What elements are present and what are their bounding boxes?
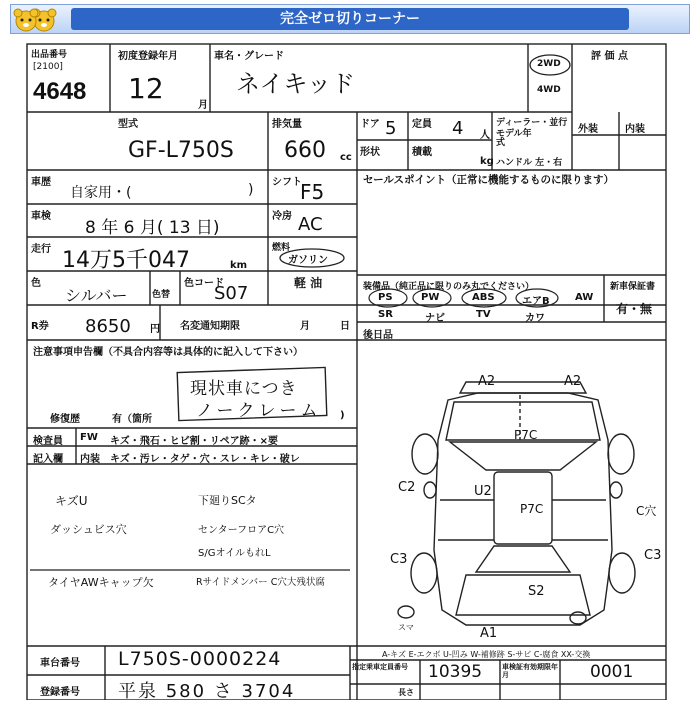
color-code-value: S07 — [214, 283, 249, 304]
note-left-1: キズU — [55, 494, 88, 508]
fuel-gasoline: ガソリン — [288, 255, 328, 266]
equipment-ps: PS — [378, 292, 393, 303]
repair-value: 有（箇所 — [112, 414, 152, 425]
capacity-value: 4 — [452, 118, 464, 139]
lot-label: 出品番号 — [31, 50, 68, 60]
mark-spare: スマ — [398, 623, 414, 632]
warranty-value: 有・無 — [616, 302, 653, 316]
handle-label: ハンドル 左・右 — [496, 158, 563, 168]
model-year-label: モデル年式 — [496, 129, 532, 148]
model-label: 型式 — [118, 119, 138, 130]
mark-c2: C2 — [398, 480, 416, 495]
equipment-navi: ナビ — [425, 313, 445, 324]
history-label: 車歴 — [31, 177, 51, 188]
interior-label: 内装 — [625, 124, 645, 135]
chassis-value: L750S-0000224 — [118, 648, 282, 670]
shape-label: 形状 — [360, 147, 380, 158]
note-right-3: S/GオイルもれL — [198, 548, 271, 559]
mileage-value: 14万5千047 — [62, 248, 190, 273]
recycle-value: 8650 — [85, 316, 131, 337]
mark-a2-left: A2 — [478, 374, 496, 389]
mileage-label: 走行 — [31, 244, 51, 255]
note-right-4: Rサイドメンバー C穴大残状腐 — [196, 577, 325, 588]
note-right-2: センターフロアC穴 — [198, 525, 285, 536]
color-label: 色 — [31, 278, 41, 289]
mark-s2: S2 — [528, 584, 545, 599]
lot-number: 4648 — [33, 78, 87, 105]
drive-4wd: 4WD — [537, 85, 561, 95]
recycle-label: R券 — [31, 321, 49, 332]
fuel-diesel: 軽 油 — [294, 276, 323, 290]
color-change-label: 色替 — [152, 290, 171, 300]
stamp-line1: 現状車につき — [190, 379, 298, 399]
equipment-tv: TV — [476, 309, 491, 320]
reg-expiry-month: 月 — [300, 321, 310, 332]
load-label: 積載 — [412, 147, 432, 158]
capacity-label: 定員 — [412, 119, 432, 130]
mark-c-hole: C穴 — [636, 504, 657, 518]
displacement-label: 排気量 — [272, 119, 302, 130]
note-left-2: ダッシュビス穴 — [50, 523, 127, 536]
note-left-3: タイヤAWキャップ欠 — [48, 576, 154, 589]
fuel-label: 燃料 — [272, 243, 291, 253]
inspector-legend2: キズ・汚レ・タゲ・穴・スレ・キレ・破レ — [110, 454, 300, 465]
entry-label: 記入欄 — [33, 454, 63, 465]
inspection-label: 車検 — [31, 211, 51, 222]
repair-label: 修復歴 — [50, 414, 80, 425]
mark-a2-right: A2 — [564, 374, 582, 389]
model-value: GF-L750S — [128, 138, 234, 163]
inspector-interior: 内装 — [80, 454, 100, 465]
inspector-label: 検査員 — [33, 436, 63, 447]
month-unit: 月 — [198, 100, 208, 111]
yen-unit: 円 — [150, 324, 160, 335]
first-reg-value: 12 — [128, 72, 164, 105]
color-value: シルバー — [65, 286, 128, 305]
shift-label: シフト — [272, 177, 302, 188]
shift-value: F5 — [300, 180, 325, 204]
length-label: 長さ — [398, 688, 414, 697]
reg-expiry-day: 日 — [340, 321, 350, 332]
inspection-value: 8 年 6 月( 13 日) — [85, 218, 220, 238]
rating-label: 評 価 点 — [591, 51, 628, 62]
reg-label: 登録番号 — [40, 687, 80, 698]
repair-close: ) — [340, 410, 345, 421]
car-name-value: ネイキッド — [236, 70, 356, 98]
doors-label: ドア — [360, 119, 380, 130]
exterior-label: 外装 — [578, 124, 598, 135]
new-car-warranty-label: 新車保証書 — [610, 282, 656, 292]
form-label-2: 車検証有効期限年月 — [502, 663, 558, 679]
reg-expiry-label: 名変通知期限 — [180, 321, 240, 332]
reg-value: 平泉 580 さ 3704 — [118, 681, 296, 702]
damage-legend: A-キズ E-エクボ U-凹み W-補修跡 S-サビ C-腐食 XX-交換 — [382, 650, 591, 659]
dealer-label: ディーラー・並行 — [496, 118, 568, 128]
form-value-2: 0001 — [590, 662, 634, 682]
km-unit: km — [230, 260, 248, 271]
color-code-label: 色コード — [184, 278, 224, 289]
drive-2wd: 2WD — [537, 59, 561, 69]
doors-value: 5 — [385, 118, 397, 139]
notes-title: 注意事項申告欄（不具合内容等は具体的に記入して下さい） — [33, 347, 303, 358]
kg-unit: kg — [480, 156, 494, 167]
equipment-label: 装備品（純正品に限りのみ丸でください） — [363, 282, 535, 292]
equipment-aw: AW — [575, 292, 594, 303]
equipment-leather: カワ — [525, 313, 545, 324]
inspector-fw: FW — [80, 432, 98, 443]
form-label-1: 指定乗車定員番号 — [352, 663, 408, 671]
stamp-line2: ノークレーム — [196, 401, 322, 421]
ac-value: AC — [298, 214, 323, 235]
equipment-pw: PW — [421, 292, 440, 303]
mark-c3-right: C3 — [644, 548, 662, 563]
car-name-label: 車名・グレード — [214, 51, 284, 62]
mark-p7c-roof: P7C — [520, 502, 544, 516]
history-value: 自家用・( — [70, 185, 132, 201]
inspector-legend1: キズ・飛石・ヒビ割・リペア跡・×要 — [110, 436, 278, 447]
lot-code: [2100] — [33, 62, 63, 72]
mark-p7c-hood: P7C — [514, 428, 538, 442]
mark-c3-left: C3 — [390, 552, 408, 567]
displacement-value: 660 — [284, 138, 326, 163]
equipment-sr: SR — [378, 309, 393, 320]
chassis-label: 車台番号 — [40, 658, 80, 669]
after-seat-label: 後日品 — [363, 330, 393, 341]
capacity-unit: 人 — [480, 130, 490, 141]
sales-points-label: セールスポイント（正常に機能するものに限ります） — [363, 174, 615, 186]
mark-a1: A1 — [480, 626, 498, 641]
note-right-1: 下廻りSCタ — [198, 494, 257, 507]
history-close: ) — [248, 182, 254, 198]
first-reg-label: 初度登録年月 — [118, 51, 178, 62]
equipment-abs: ABS — [472, 292, 495, 303]
banner-title: 完全ゼロ切りコーナー — [280, 11, 420, 27]
form-value-1: 10395 — [428, 662, 483, 682]
mark-u2: U2 — [474, 484, 492, 499]
cc-unit: cc — [340, 152, 352, 163]
equipment-airbag: エアB — [522, 296, 550, 307]
ac-label: 冷房 — [272, 211, 292, 222]
